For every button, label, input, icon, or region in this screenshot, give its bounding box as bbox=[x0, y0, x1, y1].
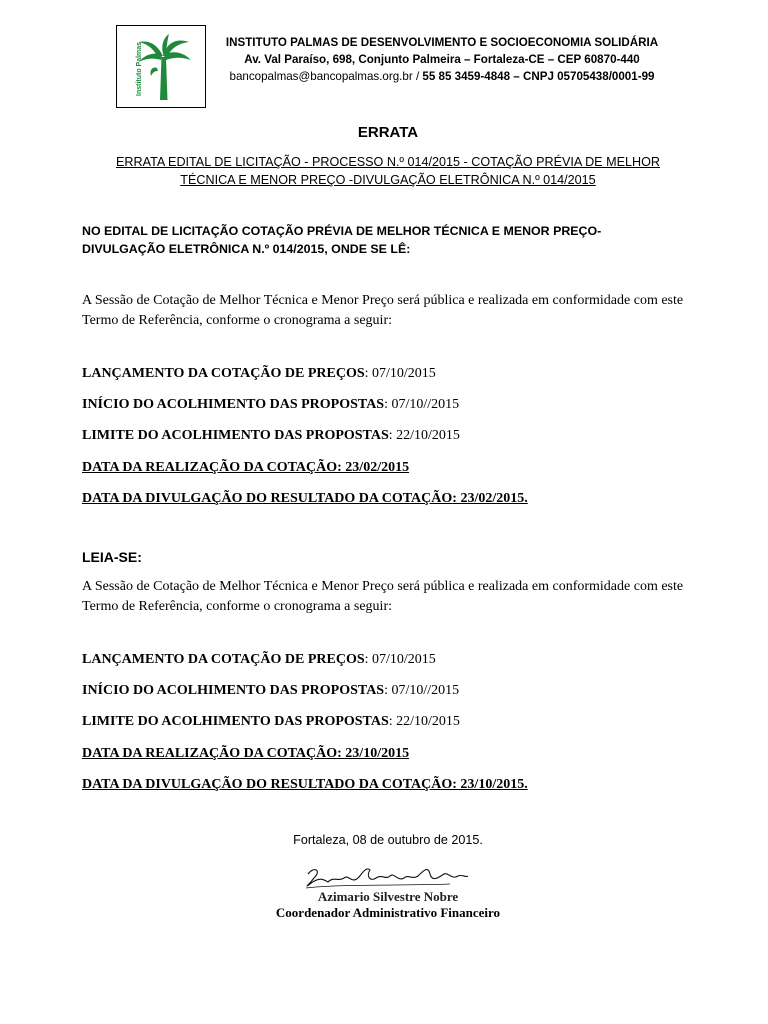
row-value: : 07/10//2015 bbox=[384, 397, 460, 412]
row-label: DATA DA DIVULGAÇÃO DO RESULTADO DA COTAÇÃO bbox=[82, 491, 453, 506]
leia-se-heading: LEIA-SE: bbox=[82, 549, 142, 565]
row-label: DATA DA DIVULGAÇÃO DO RESULTADO DA COTAÇÃO: 23/10/2015. bbox=[82, 777, 528, 792]
leia-row-limite bbox=[82, 713, 722, 731]
row-value: : 07/10/2015 bbox=[364, 652, 436, 667]
row-value: : 22/10/2015 bbox=[388, 428, 460, 443]
signer-role: Coordenador Administrativo Financeiro bbox=[275, 905, 501, 920]
institution-email: bancopalmas@bancopalmas.org.br / bbox=[229, 70, 420, 83]
subtitle-line-2: TÉCNICA E MENOR PREÇO -DIVULGAÇÃO ELETRÔNICA N.º 014/2015 bbox=[180, 173, 596, 187]
logo-lettering: Instituto Palmas bbox=[136, 41, 143, 96]
onde-row-limite bbox=[82, 427, 722, 445]
subtitle-line-1: ERRATA EDITAL DE LICITAÇÃO - PROCESSO N.º 014/2015 - COTAÇÃO PRÉVIA DE MELHOR bbox=[116, 155, 660, 169]
institution-name: INSTITUTO PALMAS DE DESENVOLVIMENTO E SOCIOECONOMIA SOLIDÁRIA bbox=[225, 36, 659, 49]
row-value: : 07/10//2015 bbox=[384, 683, 460, 698]
notice-heading bbox=[82, 222, 682, 258]
row-label: LANÇAMENTO DA COTAÇÃO DE PREÇOS bbox=[82, 652, 365, 667]
notice-line-2: DIVULGAÇÃO ELETRÔNICA N.º 014/2015, ONDE SE LÊ: bbox=[82, 242, 411, 256]
place-date: Fortaleza, 08 de outubro de 2015. bbox=[293, 833, 483, 847]
signer-block bbox=[0, 889, 768, 921]
row-label: INÍCIO DO ACOLHIMENTO DAS PROPOSTAS bbox=[82, 683, 385, 698]
palm-tree-icon bbox=[127, 30, 197, 102]
institute-logo bbox=[116, 25, 206, 108]
leia-paragraph: A Sessão de Cotação de Melhor Técnica e Menor Preço será pública e realizada em conformidade com este Termo de Referência, conforme o cronograma a seguir: bbox=[82, 579, 684, 614]
document-title: ERRATA bbox=[357, 124, 419, 141]
row-label: INÍCIO DO ACOLHIMENTO DAS PROPOSTAS bbox=[82, 397, 385, 412]
leia-row-realizacao bbox=[82, 745, 722, 763]
onde-row-lancamento bbox=[82, 365, 722, 383]
onde-row-inicio bbox=[82, 396, 722, 414]
row-label: DATA DA REALIZAÇÃO DA COTAÇÃO: 23/02/2015 bbox=[82, 460, 410, 475]
institution-contact bbox=[222, 68, 662, 85]
leia-row-lancamento bbox=[82, 651, 722, 669]
onde-row-divulgacao bbox=[82, 490, 722, 508]
row-label: LIMITE DO ACOLHIMENTO DAS PROPOSTAS bbox=[82, 428, 389, 443]
row-value: : 07/10/2015 bbox=[364, 366, 436, 381]
signer-name: Azimario Silvestre Nobre bbox=[317, 889, 459, 904]
notice-line-1: NO EDITAL DE LICITAÇÃO COTAÇÃO PRÉVIA DE MELHOR TÉCNICA E MENOR PREÇO- bbox=[82, 224, 602, 238]
letterhead bbox=[222, 34, 662, 85]
leia-row-inicio bbox=[82, 682, 722, 700]
row-label: DATA DA REALIZAÇÃO DA COTAÇÃO: 23/10/2015 bbox=[82, 746, 410, 761]
onde-paragraph: A Sessão de Cotação de Melhor Técnica e Menor Preço será pública e realizada em conformidade com este Termo de Referência, conforme o cronograma a seguir: bbox=[82, 293, 684, 328]
institution-address: Av. Val Paraíso, 698, Conjunto Palmeira – Fortaleza-CE – CEP 60870-440 bbox=[244, 53, 640, 66]
onde-row-realizacao bbox=[82, 459, 722, 477]
row-value: : 23/02/2015. bbox=[452, 491, 528, 506]
document-subtitle bbox=[96, 153, 680, 189]
row-label: LANÇAMENTO DA COTAÇÃO DE PREÇOS bbox=[82, 366, 365, 381]
institution-phone-cnpj: 55 85 3459-4848 – CNPJ 05705438/0001-99 bbox=[419, 70, 655, 83]
row-label: LIMITE DO ACOLHIMENTO DAS PROPOSTAS bbox=[82, 714, 389, 729]
leia-row-divulgacao bbox=[82, 776, 722, 794]
row-value: : 22/10/2015 bbox=[388, 714, 460, 729]
